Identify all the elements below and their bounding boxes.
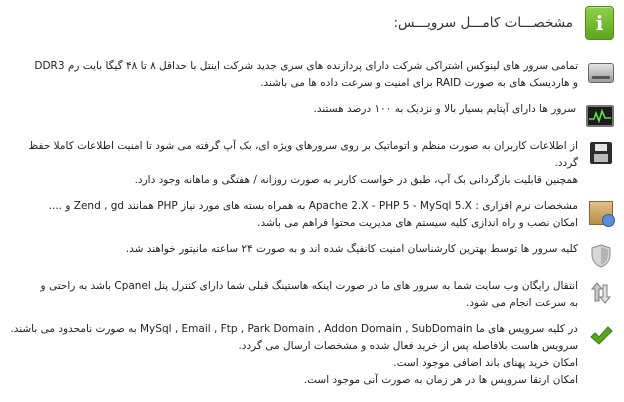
feature-line: در کلیه سرویس های ما MySql , Email , Ftp , Park Domain , Addon Domain , SubDomain به صورت نامحدود می باشند. — [10, 323, 578, 335]
feature-row-migration — [10, 278, 614, 312]
feature-row-hardware — [10, 58, 614, 92]
floppy-disk-icon — [590, 142, 612, 164]
feature-line: مشخصات نرم افزاری : Apache 2.X - PHP 5 - MySql 5.X به همراه بسته های مورد نیاز PHP همانند Zend , gd و .... — [48, 200, 578, 212]
feature-line: تمامی سرور های لینوکس اشتراکی شرکت دارای پردازنده های سری جدید شرکت اینتل با حداقل ۸ تا ۴۸ گیگا بایت رم DDR3 — [34, 60, 578, 72]
header — [10, 6, 614, 40]
feature-text — [10, 58, 578, 92]
check-mark-icon — [589, 325, 613, 347]
feature-line: امکان ارتقا سرویس ها در هر زمان به صورت آنی موجود است. — [303, 374, 578, 386]
feature-row-uptime — [10, 101, 614, 129]
feature-line: سرور ها دارای آپتایم بسیار بالا و نزدیک به ۱۰۰ درصد هستند. — [313, 103, 576, 115]
feature-line: از اطلاعات کاربران به صورت منظم و اتوماتیک بر روی سرورهای ویژه ای، بک آپ گرفته می شود تا امنیت اطلاعات کاملا حفظ گردد. — [28, 140, 578, 169]
hard-drive-icon — [588, 63, 614, 83]
feature-row-unlimited — [10, 321, 614, 389]
page-title: مشخصـــات کامـــل سرویـــس: — [393, 15, 573, 31]
feature-line: امکان خرید پهنای باند اضافی موجود است. — [393, 357, 578, 369]
feature-line: سرویس هاست بلافاصله پس از خرید فعال شده و مشخصات ارسال می گردد. — [238, 340, 578, 352]
feature-row-security — [10, 241, 614, 269]
feature-line: و هاردیسک های به صورت RAID برای امنیت و سرعت داده ها می باشند. — [260, 77, 578, 89]
feature-row-backup — [10, 138, 614, 189]
transfer-arrows-icon — [590, 281, 612, 305]
feature-line: کلیه سرور ها توسط بهترین کارشناسان امنیت کانفیگ شده اند و به صورت ۲۴ ساعته مانیتور خواهند شد. — [125, 243, 578, 255]
feature-text — [10, 138, 578, 189]
feature-line: همچنین قابلیت بازگردانی بک آپ، طبق در خواست کاربر به صورت روزانه / هفتگی و ماهانه وجود دارد. — [134, 174, 578, 186]
feature-text — [10, 278, 578, 312]
feature-list — [10, 58, 614, 398]
feature-text — [10, 321, 578, 389]
feature-line: امکان نصب و راه اندازی کلیه سیستم های مدیریت محتوا فراهم می باشد. — [257, 217, 578, 229]
monitor-icon — [586, 105, 614, 127]
feature-text — [10, 198, 578, 232]
software-box-icon — [589, 201, 613, 225]
feature-line: به سرعت انجام می شود. — [466, 297, 578, 309]
info-icon — [585, 6, 614, 40]
info-badge-glyph: i — [595, 11, 604, 35]
feature-line: انتقال رایگان وب سایت شما به سرور های ما در صورت اینکه هاستینگ قبلی شما دارای کنترل پنل Cpanel باشد به راحتی و — [40, 280, 578, 292]
shield-icon — [590, 244, 612, 268]
feature-text — [10, 101, 576, 118]
feature-text — [10, 241, 578, 258]
feature-row-software — [10, 198, 614, 232]
